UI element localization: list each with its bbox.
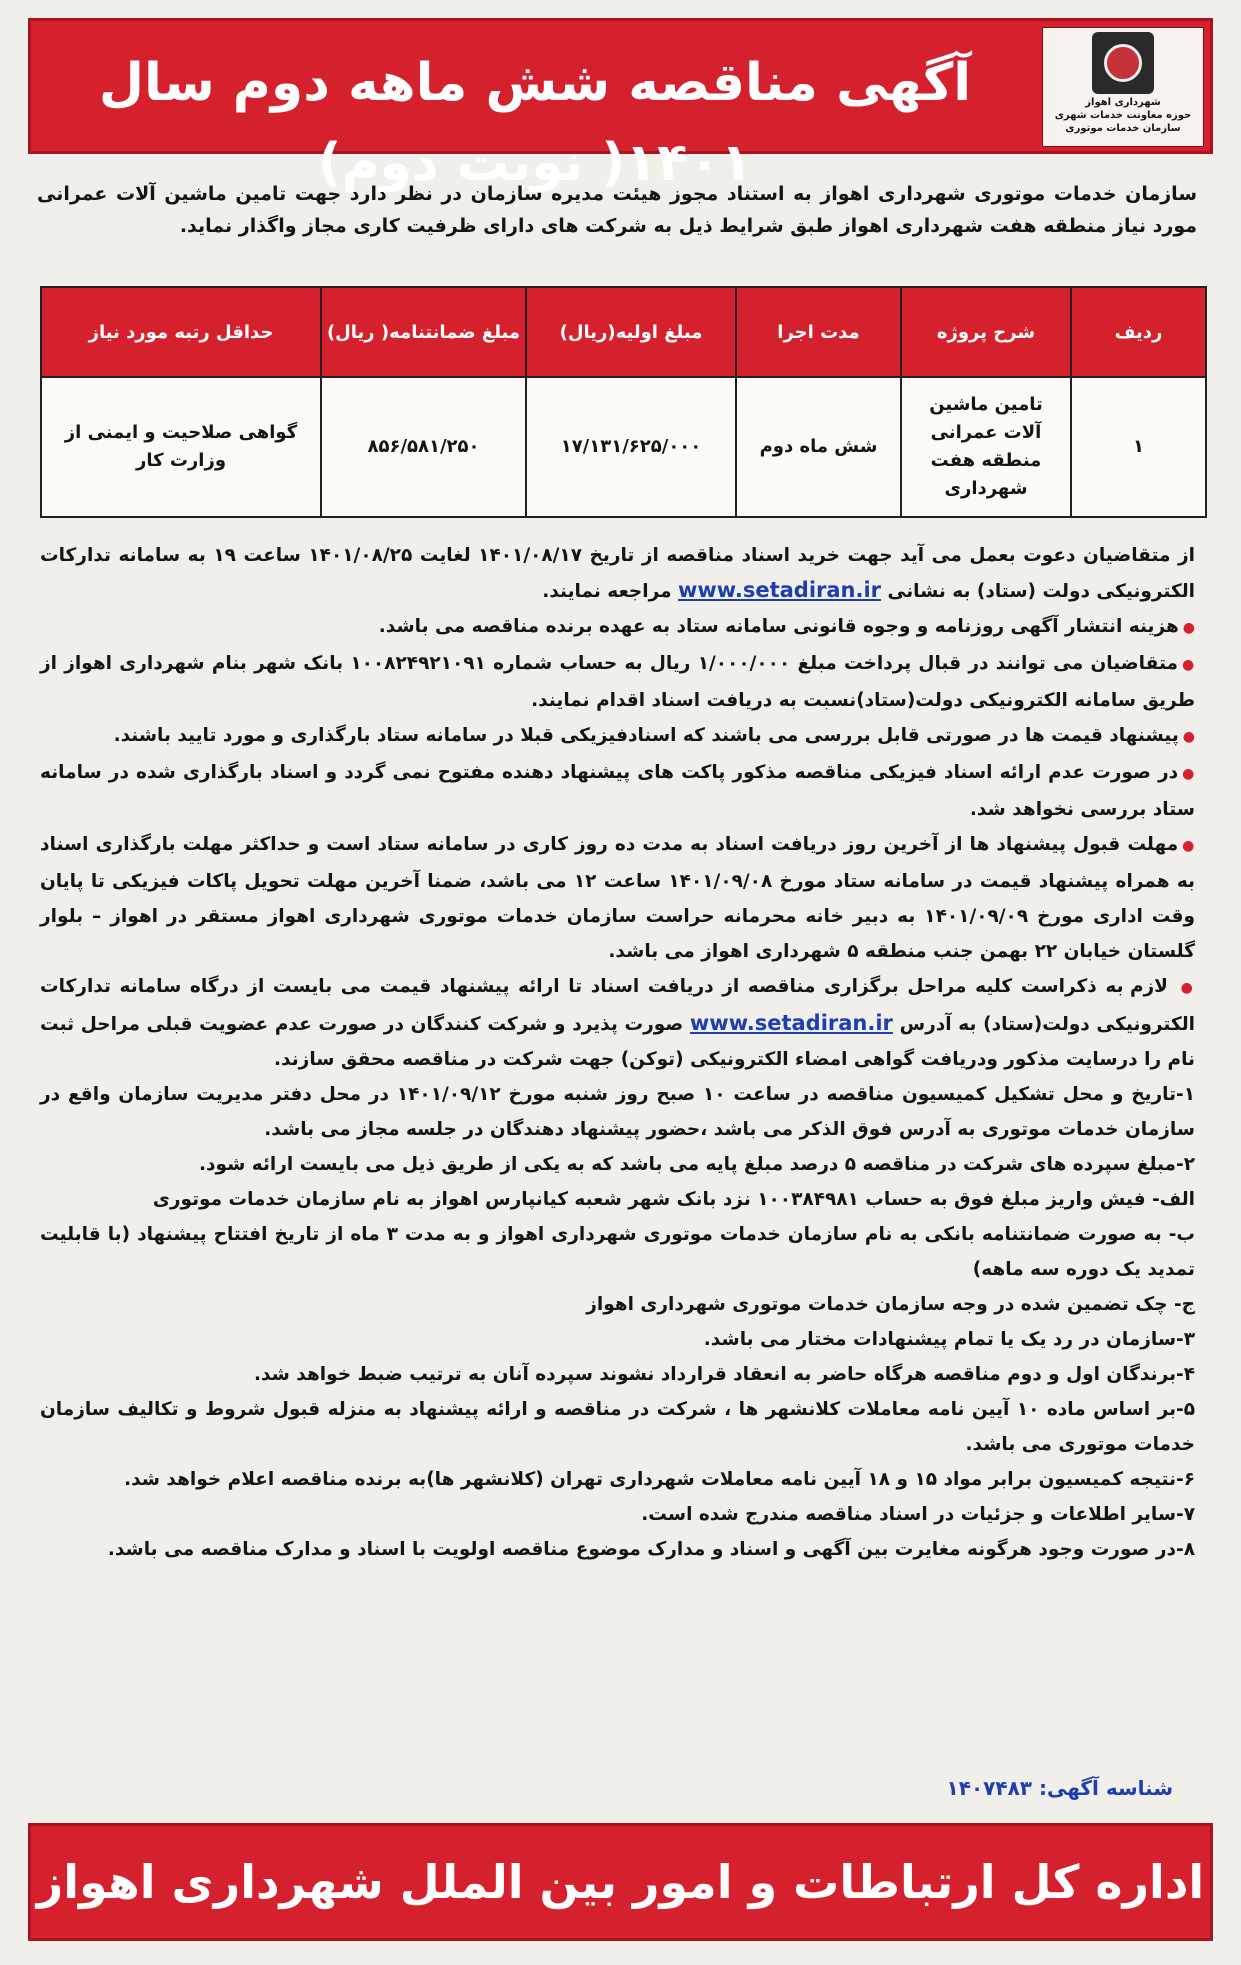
clause-2c: ج- چک تضمین شده در وجه سازمان خدمات موتوری شهرداری اهواز — [586, 1294, 1195, 1315]
invitation-text: از متقاضیان دعوت بعمل می آید جهت خرید اسناد مناقصه از تاریخ ۱۴۰۱/۰۸/۱۷ لغایت ۱۴۰۱/۰۸/۲۵ ساعت ۱۹ به سامانه تدارکات الکترونیکی دولت (ستاد) به نشانی — [40, 545, 1195, 602]
footer-banner: اداره کل ارتباطات و امور بین الملل شهرداری اهواز — [28, 1823, 1213, 1941]
table-row — [41, 377, 1206, 517]
setad-link-1[interactable]: www.setadiran.ir — [678, 578, 882, 602]
condition-3: ● پیشنهاد قیمت ها در صورتی قابل بررسی می باشند که اسنادفیزیکی قبلا در سامانه ستاد بارگذاری و مورد تایید باشند. — [40, 718, 1195, 755]
clause-5: ۵-بر اساس ماده ۱۰ آیین نامه معاملات کلانشهر ها ، شرکت در مناقصه و ارائه پیشنهاد به منزله قبول شروط و تکالیف سازمان خدمات موتوری می باشد. — [40, 1399, 1195, 1455]
intro-paragraph: سازمان خدمات موتوری شهرداری اهواز به استناد مجوز هیئت مدیره سازمان در نظر دارد جهت تامین ماشین آلات عمرانی مورد نیاز منطقه هفت شهرداری اهواز طبق شرایط ذیل به شرکت های دارای ظرفیت کاری مجاز واگذار نماید. — [37, 183, 1197, 237]
notice-body — [40, 538, 1195, 1567]
condition-6 — [40, 969, 1195, 1077]
col-project: شرح پروژه — [901, 287, 1071, 377]
condition-5: ● مهلت قبول پیشنهاد ها از آخرین روز دریافت اسناد به مدت ده روز کاری در سامانه ستاد است و حداکثر مهلت بارگذاری اسناد به همراه پیشنهاد قیمت در سامانه ستاد مورخ ۱۴۰۱/۰۹/۰۸ ساعت ۱۲ می باشد، ضمنا آخرین مهلت تحویل پاکات فیزیکی تا پایان وقت اداری مورخ ۱۴۰۱/۰۹/۰۹ به دبیر خانه محرمانه حراست سازمان خدمات موتوری شهرداری اهواز مستقر در اهواز – بلوار گلستان خیابان ۲۲ بهمن جنب منطقه ۵ شهرداری اهواز می باشد. — [40, 827, 1195, 969]
col-guarantee: مبلغ ضمانتنامه( ریال) — [321, 287, 526, 377]
cell-base-amount: ۱۷/۱۳۱/۶۲۵/۰۰۰ — [526, 377, 736, 517]
col-base-amount: مبلغ اولیه(ریال) — [526, 287, 736, 377]
header-banner — [28, 18, 1213, 193]
emblem-icon — [1092, 32, 1154, 94]
clause-3: ۳-سازمان در رد یک یا تمام پیشنهادات مختار می باشد. — [703, 1329, 1195, 1350]
tender-notice — [28, 18, 1213, 1948]
tender-table — [40, 286, 1207, 518]
cell-project: تامین ماشین آلات عمرانی منطقه هفت شهرداری — [901, 377, 1071, 517]
cell-min-grade: گواهی صلاحیت و ایمنی از وزارت کار — [41, 377, 321, 517]
condition-2: ● متقاضیان می توانند در قبال پرداخت مبلغ ۱/۰۰۰/۰۰۰ ریال به حساب شماره ۱۰۰۸۲۴۹۲۱۰۹۱ بانک شهر بنام شهرداری اهواز از طریق سامانه الکترونیکی دولت(ستاد)نسبت به دریافت اسناد اقدام نمایند. — [40, 646, 1195, 718]
condition-4: ● در صورت عدم ارائه اسناد فیزیکی مناقصه مذکور پاکت های پیشنهاد دهنده مفتوح نمی گردد و اسناد بارگذاری شده در سامانه ستاد بررسی نخواهد شد. — [40, 755, 1195, 827]
logo-line-3: سازمان خدمات موتوری — [1065, 123, 1181, 134]
cell-guarantee: ۸۵۶/۵۸۱/۲۵۰ — [321, 377, 526, 517]
clause-2b: ب- به صورت ضمانتنامه بانکی به نام سازمان خدمات موتوری شهرداری اهواز و به مدت ۳ ماه از تاریخ افتتاح پیشنهاد (با قابلیت تمدید یک دوره سه ماهه) — [40, 1224, 1195, 1280]
clause-1: ۱-تاریخ و محل تشکیل کمیسیون مناقصه در ساعت ۱۰ صبح روز شنبه مورخ ۱۴۰۱/۰۹/۱۲ در محل دفتر مدیریت سازمان واقع در سازمان خدمات موتوری به آدرس فوق الذکر می باشد ،حضور پیشنهاد دهندگان در جلسه مجاز می باشد. — [40, 1084, 1195, 1140]
clause-6: ۶-نتیجه کمیسیون برابر مواد ۱۵ و ۱۸ آیین نامه معاملات شهرداری تهران (کلانشهر ها)به برنده مناقصه اعلام خواهد شد. — [124, 1469, 1195, 1490]
invitation-paragraph — [40, 538, 1195, 609]
invitation-text-end: مراجعه نمایند. — [542, 581, 672, 602]
col-min-grade: حداقل رتبه مورد نیاز — [41, 287, 321, 377]
clause-7: ۷-سایر اطلاعات و جزئیات در اسناد مناقصه مندرج شده است. — [641, 1504, 1195, 1525]
logo-line-1: شهرداری اهواز — [1085, 97, 1161, 108]
cell-duration: شش ماه دوم — [736, 377, 901, 517]
condition-6-text-end: صورت پذیرد و شرکت کنندگان در صورت عدم عضویت قبلی مراحل ثبت نام را درسایت مذکور ودریافت گواهی امضاء الکترونیکی (توکن) جهت شرکت در مناقصه محقق سازند. — [40, 1014, 1195, 1070]
condition-1: ● هزینه انتشار آگهی روزنامه و وجوه قانونی سامانه ستاد به عهده برنده مناقصه می باشد. — [40, 609, 1195, 646]
notice-title: آگهی مناقصه شش ماهه دوم سال ۱۴۰۱( نوبت دوم) — [98, 53, 972, 193]
col-duration: مدت اجرا — [736, 287, 901, 377]
municipality-logo — [1042, 27, 1204, 147]
clause-2a: الف- فیش واریز مبلغ فوق به حساب ۱۰۰۳۸۴۹۸۱ نزد بانک شهر شعبه کیانپارس اهواز به نام سازمان خدمات موتوری — [152, 1189, 1195, 1210]
condition-6-text: لازم به ذکراست کلیه مراحل برگزاری مناقصه از دریافت اسناد تا ارائه پیشنهاد قیمت می بایست از درگاه سامانه تدارکات الکترونیکی دولت(ستاد) به آدرس — [40, 976, 1196, 1035]
table-header-row — [41, 287, 1206, 377]
setad-link-2[interactable]: www.setadiran.ir — [689, 1011, 893, 1035]
clause-8: ۸-در صورت وجود هرگونه مغایرت بین آگهی و اسناد و مدارک موضوع مناقصه اولویت با اسناد و مدارک مناقصه می باشد. — [107, 1539, 1195, 1560]
clause-4: ۴-برندگان اول و دوم مناقصه هرگاه حاضر به انعقاد قرارداد نشوند سپرده آنان به ترتیب ضبط خواهد شد. — [253, 1364, 1195, 1385]
cell-row-number: ۱ — [1071, 377, 1206, 517]
logo-line-2: حوزه معاونت خدمات شهری — [1054, 110, 1192, 121]
ad-identifier: شناسه آگهی: ۱۴۰۷۴۸۳ — [946, 1776, 1173, 1800]
clause-2: ۲-مبلغ سپرده های شرکت در مناقصه ۵ درصد مبلغ پایه می باشد که به یکی از طریق ذیل می بایست ارائه شود. — [198, 1154, 1195, 1175]
col-row-number: ردیف — [1071, 287, 1206, 377]
